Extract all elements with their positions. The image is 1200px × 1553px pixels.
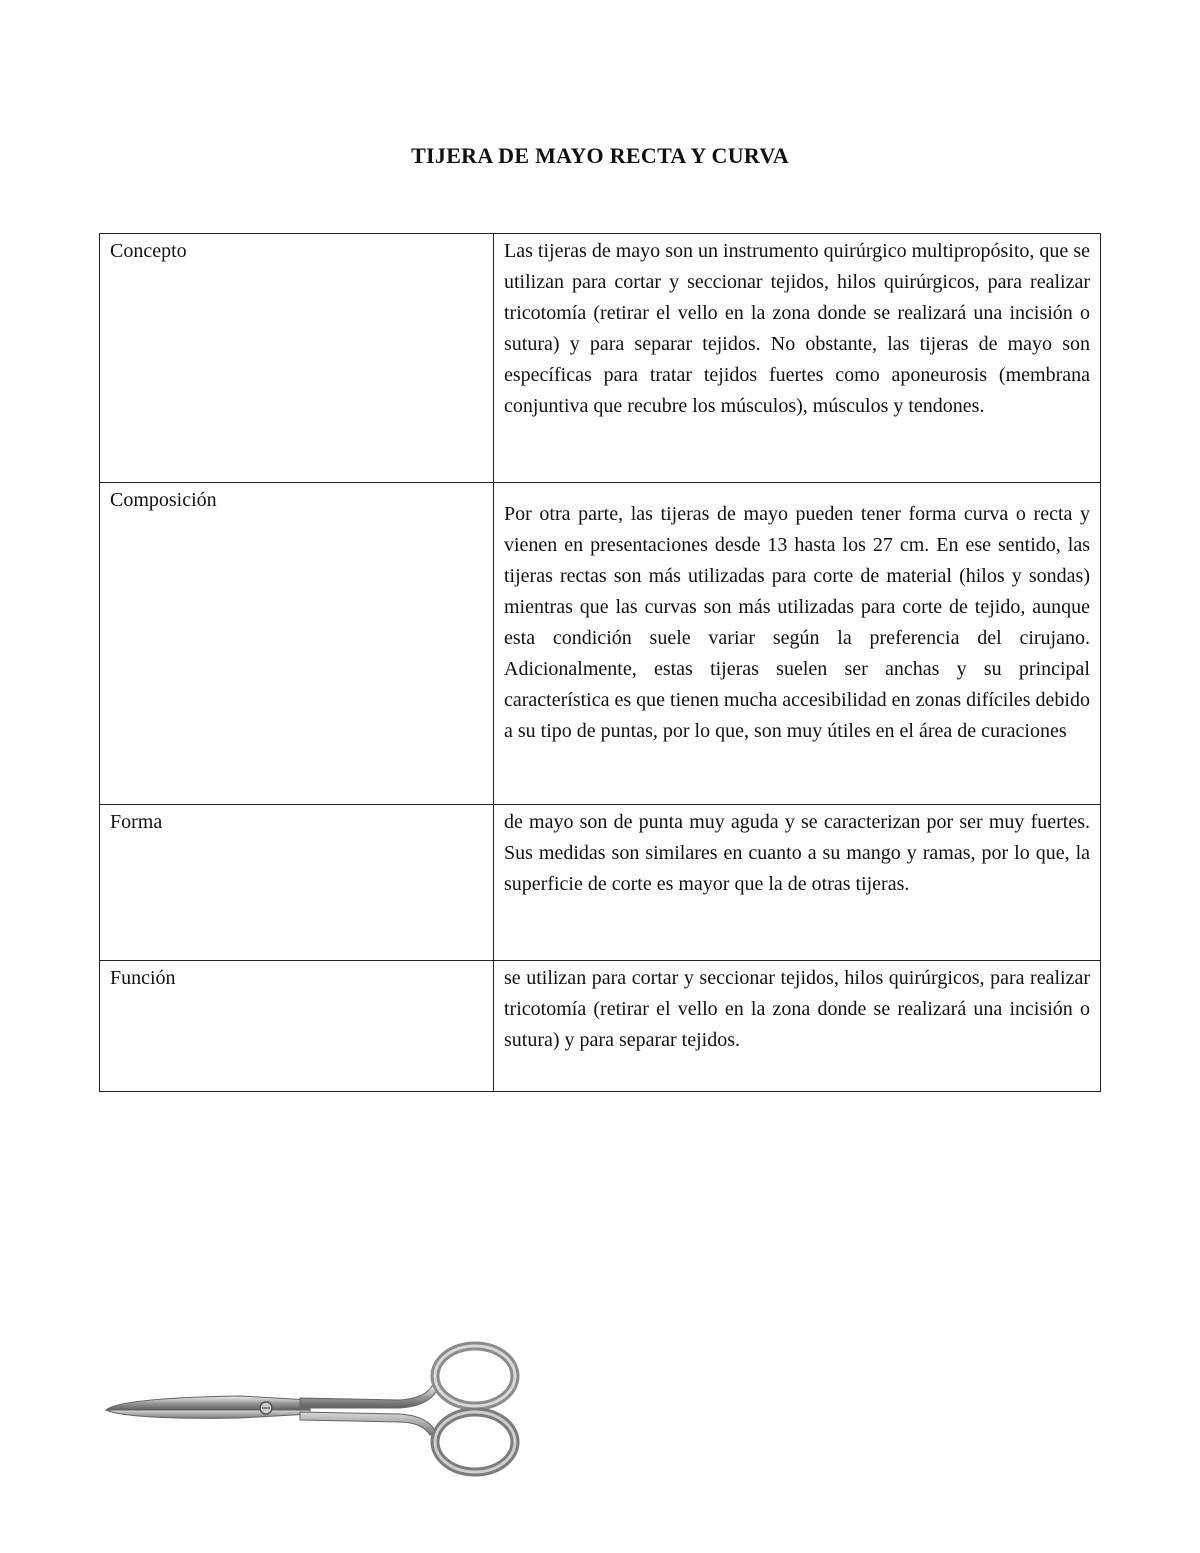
document-title: TIJERA DE MAYO RECTA Y CURVA <box>411 143 789 168</box>
table-row <box>100 805 1101 961</box>
row-label-funcion: Función <box>100 961 494 1092</box>
row-text-concepto: Las tijeras de mayo son un instrumento quirúrgico multipropósito, que se utilizan para cortar y seccionar tejidos, hilos quirúrgicos, para realizar tricotomía (retirar el vello en la zona donde se realizará una incisión o sutura) y para separar tejidos. No obstante, las tijeras de mayo son específicas para tratar tejidos fuertes como aponeurosis (membrana conjuntiva que recubre los músculos), músculos y tendones. <box>494 234 1101 483</box>
row-text-composicion: Por otra parte, las tijeras de mayo pueden tener forma curva o recta y vienen en presentaciones desde 13 hasta los 27 cm. En ese sentido, las tijeras rectas son más utilizadas para corte de material (hilos y sondas) mientras que las curvas son más utilizadas para corte de tejido, aunque esta condición suele variar según la preferencia del cirujano. Adicionalmente, estas tijeras suelen ser anchas y su principal característica es que tienen mucha accesibilidad en zonas difíciles debido a su tipo de puntas, por lo que, son muy útiles en el área de curaciones <box>494 483 1101 805</box>
info-table <box>99 233 1101 1092</box>
row-text-forma: de mayo son de punta muy aguda y se caracterizan por ser muy fuertes. Sus medidas son similares en cuanto a su mango y ramas, por lo que, la superficie de corte es mayor que la de otras tijeras. <box>494 805 1101 961</box>
row-text-funcion: se utilizan para cortar y seccionar tejidos, hilos quirúrgicos, para realizar tricotomía (retirar el vello en la zona donde se realizará una incisión o sutura) y para separar tejidos. <box>494 961 1101 1092</box>
row-label-concepto: Concepto <box>100 234 494 483</box>
table-row <box>100 961 1101 1092</box>
row-label-forma: Forma <box>100 805 494 961</box>
table-row <box>100 234 1101 483</box>
row-label-composicion: Composición <box>100 483 494 805</box>
scissors-icon <box>100 1340 530 1480</box>
table-row <box>100 483 1101 805</box>
